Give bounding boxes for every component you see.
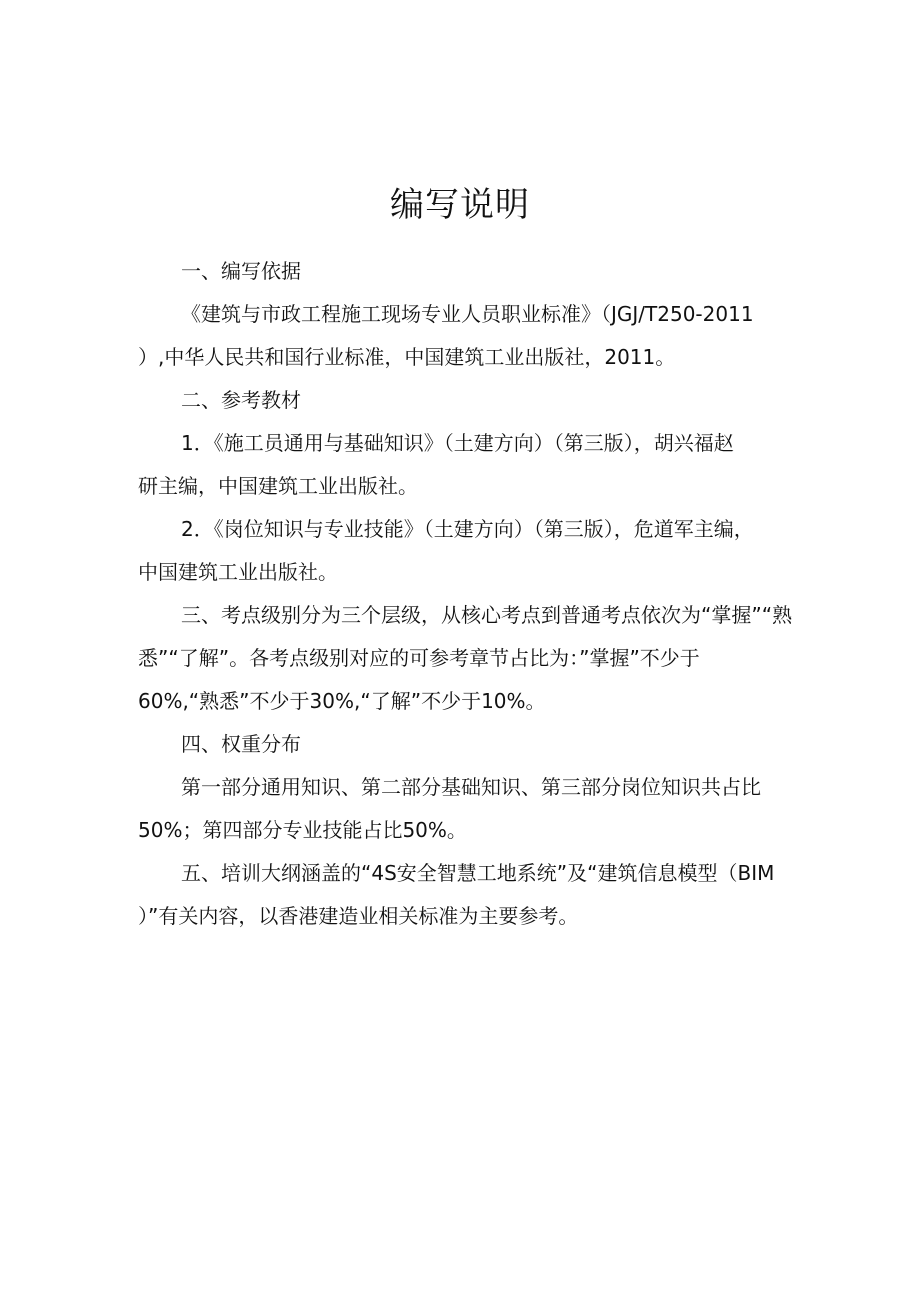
section-heading-basis: 一、编写依据 [181,259,301,283]
page-title: 编写说明 [390,184,530,225]
paragraph-line: 研主编，中国建筑工业出版社。 [138,474,418,498]
paragraph-line: 《建筑与市政工程施工现场专业人员职业标准》（JGJ/T250-2011 [181,302,754,326]
paragraph-line: 三、考点级别分为三个层级，从核心考点到普通考点依次为“掌握”“熟 [181,603,793,627]
paragraph-line: 50%；第四部分专业技能占比50%。 [138,818,467,842]
section-heading-textbooks: 二、参考教材 [181,388,301,412]
paragraph-line: 中国建筑工业出版社。 [138,560,338,584]
paragraph-line: 2．《岗位知识与专业技能》（土建方向）（第三版），危道军主编， [181,517,754,541]
paragraph-line: 60%,“熟悉”不少于30%,“了解”不少于10%。 [138,689,546,713]
paragraph-line: 1．《施工员通用与基础知识》（土建方向）（第三版），胡兴福赵 [181,431,734,455]
paragraph-line: ）,中华人民共和国行业标准，中国建筑工业出版社，2011。 [138,345,676,369]
paragraph-line: 第一部分通用知识、第二部分基础知识、第三部分岗位知识共占比 [181,775,761,799]
section-heading-weights: 四、权重分布 [181,732,301,756]
paragraph-line: 五、培训大纲涵盖的“4S安全智慧工地系统”及“建筑信息模型（BIM [181,861,775,885]
paragraph-line: 悉”“了解”。各考点级别对应的可参考章节占比为：”掌握”不少于 [138,646,700,670]
paragraph-line: ）”有关内容，以香港建造业相关标准为主要参考。 [138,904,579,928]
